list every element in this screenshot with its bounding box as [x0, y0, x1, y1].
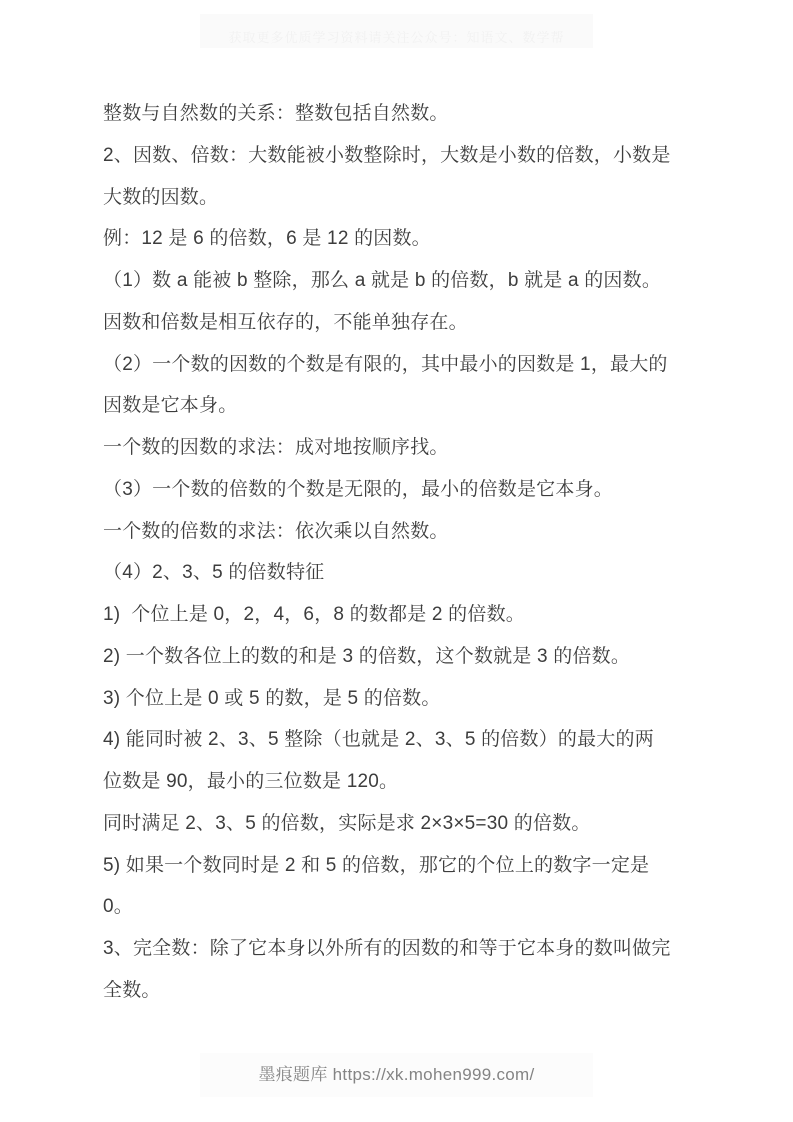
text-line: 1) 个位上是 0，2，4，6，8 的数都是 2 的倍数。: [103, 604, 525, 625]
text-line: 0。: [103, 896, 133, 918]
text-line: 一个数的倍数的求法：依次乘以自然数。: [103, 520, 449, 542]
text-line: 2、因数、倍数：大数能被小数整除时，大数是小数的倍数，小数是: [103, 144, 671, 166]
document-body: [103, 93, 703, 1012]
text-line: 大数的因数。: [103, 186, 219, 208]
text-line: （1）数 a 能被 b 整除，那么 a 就是 b 的倍数，b 就是 a 的因数。: [103, 270, 662, 291]
text-line: （2）一个数的因数的个数是有限的，其中最小的因数是 1，最大的: [103, 353, 668, 375]
text-line: 一个数的因数的求法：成对地按顺序找。: [103, 437, 449, 458]
text-line: 位数是 90，最小的三位数是 120。: [103, 771, 399, 792]
text-line: 3、完全数：除了它本身以外所有的因数的和等于它本身的数叫做完: [103, 938, 671, 959]
text-line: 例：12 是 6 的倍数，6 是 12 的因数。: [103, 228, 431, 250]
watermark-text: 获取更多优质学习资料请关注公众号：知语文、数学帮: [228, 30, 565, 45]
text-line: 因数是它本身。: [103, 395, 238, 417]
text-line: 全数。: [103, 979, 161, 1001]
text-line: 同时满足 2、3、5 的倍数，实际是求 2×3×5=30 的倍数。: [103, 812, 591, 834]
text-line: 4) 能同时被 2、3、5 整除（也就是 2、3、5 的倍数）的最大的两: [103, 729, 654, 751]
text-line: （3）一个数的倍数的个数是无限的，最小的倍数是它本身。: [103, 478, 613, 500]
text-line: 3) 个位上是 0 或 5 的数，是 5 的倍数。: [103, 687, 441, 709]
text-line: （4）2、3、5 的倍数特征: [103, 562, 325, 584]
text-line: 因数和倍数是相互依存的，不能单独存在。: [103, 311, 468, 333]
text-line: 2) 一个数各位上的数的和是 3 的倍数，这个数就是 3 的倍数。: [103, 645, 631, 667]
text-line: 5) 如果一个数同时是 2 和 5 的倍数，那它的个位上的数字一定是: [103, 854, 650, 876]
text-line: 整数与自然数的关系：整数包括自然数。: [103, 103, 449, 124]
watermark-band: [200, 14, 593, 48]
footer-site-link: 墨痕题库 https://xk.mohen999.com/: [258, 1065, 535, 1084]
